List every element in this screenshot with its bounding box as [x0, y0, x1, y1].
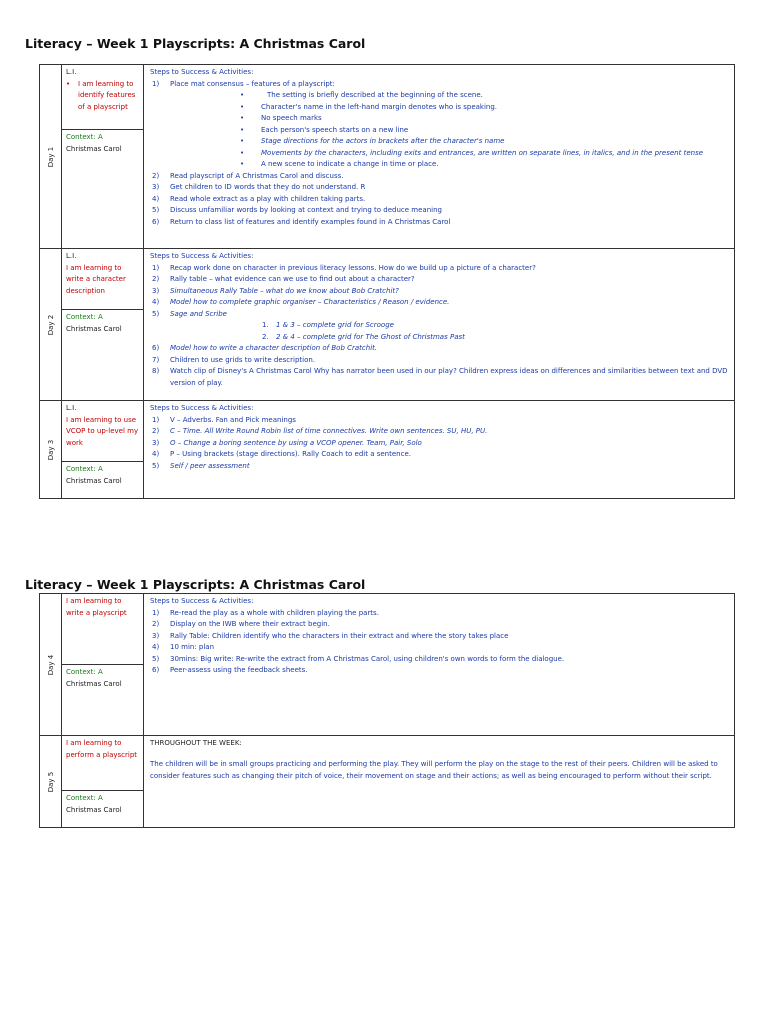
step-item: 6) Peer-assess using the feedback sheets.	[152, 666, 308, 674]
li-label: L.I.	[66, 252, 77, 260]
lesson-plan-table	[39, 64, 735, 499]
context-label: Context: A	[66, 465, 103, 473]
bullet-icon: •	[240, 148, 245, 157]
feature-item: • Stage directions for the actors in brackets after the character's name	[150, 136, 728, 148]
bullet-icon: •	[240, 114, 245, 122]
steps-cell	[144, 736, 735, 828]
page-title: Literacy – Week 1 Playscripts: A Christmas Carol	[25, 36, 366, 51]
steps-cell	[144, 65, 735, 249]
bullet-icon: •	[240, 125, 245, 134]
bullet-icon: •	[66, 79, 71, 88]
step-item: 5) Sage and Scribe	[152, 309, 227, 318]
day-label: Day 5	[46, 771, 55, 792]
throughout-heading: THROUGHOUT THE WEEK:	[150, 739, 242, 747]
learning-intention-cell	[62, 736, 144, 828]
day-cell	[40, 65, 62, 249]
context-text: Christmas Carol	[66, 679, 122, 688]
step-item: 6) Model how to write a character description of Bob Cratchit.	[152, 344, 378, 352]
feature-item: • Character's name in the left-hand margin denotes who is speaking.	[150, 102, 728, 114]
day-row	[40, 249, 735, 401]
day-label: Day 3	[46, 439, 55, 460]
context-label: Context: A	[66, 133, 103, 141]
steps-cell	[144, 594, 735, 736]
context-label: Context: A	[66, 668, 103, 676]
step-item: 4) Read whole extract as a play with children taking parts.	[152, 194, 366, 203]
step-item: 7) Children to use grids to write description.	[152, 355, 316, 364]
day-cell	[40, 594, 62, 736]
bullet-icon: •	[240, 102, 245, 111]
li-label: L.I.	[66, 68, 77, 76]
steps-heading: Steps to Success & Activities:	[150, 404, 254, 412]
step-item: 8) Watch clip of Disney's A Christmas Carol Why has narrator been used in our play? Children express ideas on differences and similarities between text and DVD version of play.	[152, 367, 728, 387]
day-row	[40, 401, 735, 499]
step-item: 4) P – Using brackets (stage directions). Rally Coach to edit a sentence.	[152, 450, 411, 458]
substep-item: 1. 1 & 3 – complete grid for Scrooge	[262, 321, 394, 329]
step-item: 3) O – Change a boring sentence by using a VCOP opener. Team, Pair, Solo	[152, 438, 422, 447]
steps-heading: Steps to Success & Activities:	[150, 252, 254, 260]
context-text: Christmas Carol	[66, 324, 122, 333]
context-text: Christmas Carol	[66, 144, 122, 153]
day-label: Day 4	[46, 654, 55, 675]
steps-heading: Steps to Success & Activities:	[150, 68, 254, 76]
learning-intention-cell	[62, 249, 144, 401]
page-title: Literacy – Week 1 Playscripts: A Christmas Carol	[25, 577, 366, 592]
substep-item: 2. 2 & 4 – complete grid for The Ghost of Christmas Past	[262, 332, 465, 341]
learning-intention-text: I am learning to perform a playscript	[66, 739, 138, 759]
learning-intention-cell	[62, 401, 144, 499]
step-item: 2) Read playscript of A Christmas Carol and discuss.	[152, 171, 344, 180]
throughout-text: The children will be in small groups practicing and performing the play. They will perform the play on the stage to the rest of their peers. Children will be asked to consider features such as changing their pitch of voice, their movement on stage and their actions; as well as being encouraged to perform without their script.	[150, 759, 718, 780]
learning-intention-cell	[62, 594, 144, 736]
day-cell	[40, 401, 62, 499]
context-box	[62, 790, 143, 818]
step-item: 1) Recap work done on character in previous literacy lessons. How do we build up a picture of a character?	[152, 263, 536, 272]
feature-item: • Each person's speech starts on a new line	[150, 125, 728, 137]
step-item: 4) Model how to complete graphic organiser – Characteristics / Reason / evidence.	[152, 298, 450, 306]
context-box	[62, 129, 143, 157]
bullet-icon: •	[240, 91, 245, 99]
steps-heading: Steps to Success & Activities:	[150, 597, 254, 605]
step-item: 2) Display on the IWB where their extract begin.	[152, 620, 330, 628]
bullet-icon: •	[240, 137, 245, 145]
day-label: Day 1	[46, 146, 55, 167]
bullet-icon: •	[240, 160, 245, 168]
day-label: Day 2	[46, 314, 55, 335]
learning-intention-text: I am learning to use VCOP to up-level my work	[66, 415, 139, 447]
step-item: 6) Return to class list of features and identify examples found in A Christmas Carol	[152, 217, 451, 226]
step-item: 5) Self / peer assessment	[152, 461, 250, 470]
context-text: Christmas Carol	[66, 805, 122, 814]
step-item: 5) Discuss unfamiliar words by looking at context and trying to deduce meaning	[152, 206, 442, 214]
learning-intention-text: I am learning to write a character description	[66, 263, 126, 295]
feature-item: • No speech marks	[150, 113, 728, 125]
steps-cell	[144, 401, 735, 499]
context-label: Context: A	[66, 313, 103, 321]
feature-item: • Movements by the characters, including exits and entrances, are written on separate lines, in italics, and in the present tense	[150, 148, 728, 160]
context-label: Context: A	[66, 794, 103, 802]
feature-item: • The setting is briefly described at the beginning of the scene.	[150, 90, 728, 102]
context-text: Christmas Carol	[66, 476, 122, 485]
day-cell	[40, 736, 62, 828]
context-box	[62, 461, 143, 489]
step-item: 3) Get children to ID words that they do not understand. R	[152, 183, 366, 191]
day-row	[40, 736, 735, 828]
day-row	[40, 594, 735, 736]
feature-item: • A new scene to indicate a change in time or place.	[150, 159, 728, 171]
day-row	[40, 65, 735, 249]
day-cell	[40, 249, 62, 401]
step-item: 3) Simultaneous Rally Table – what do we know about Bob Cratchit?	[152, 286, 399, 295]
context-box	[62, 664, 143, 731]
step-item: 1) Place mat consensus – features of a playscript:	[152, 79, 335, 88]
context-box	[62, 309, 143, 337]
steps-cell	[144, 249, 735, 401]
step-item: 1) V – Adverbs. Fan and Pick meanings	[152, 415, 296, 424]
learning-intention-cell	[62, 65, 144, 249]
step-item: 3) Rally Table: Children identify who the characters in their extract and where the story takes place	[152, 631, 509, 640]
step-item: 4) 10 min: plan	[152, 643, 215, 651]
step-item: 2) Rally table – what evidence can we use to find out about a character?	[152, 275, 415, 283]
learning-intention-text: I am learning to identify features of a playscript	[78, 79, 136, 111]
learning-intention-text: I am learning to write a playscript	[66, 597, 127, 617]
li-label: L.I.	[66, 404, 77, 412]
step-item: 1) Re-read the play as a whole with children playing the parts.	[152, 608, 379, 617]
step-item: 5) 30mins: Big write: Re-write the extract from A Christmas Carol, using children's own words to form the dialogue.	[152, 654, 565, 663]
step-item: 2) C – Time. All Write Round Robin list of time connectives. Write own sentences. SU, HU, PU.	[152, 427, 488, 435]
lesson-plan-table	[39, 593, 735, 828]
